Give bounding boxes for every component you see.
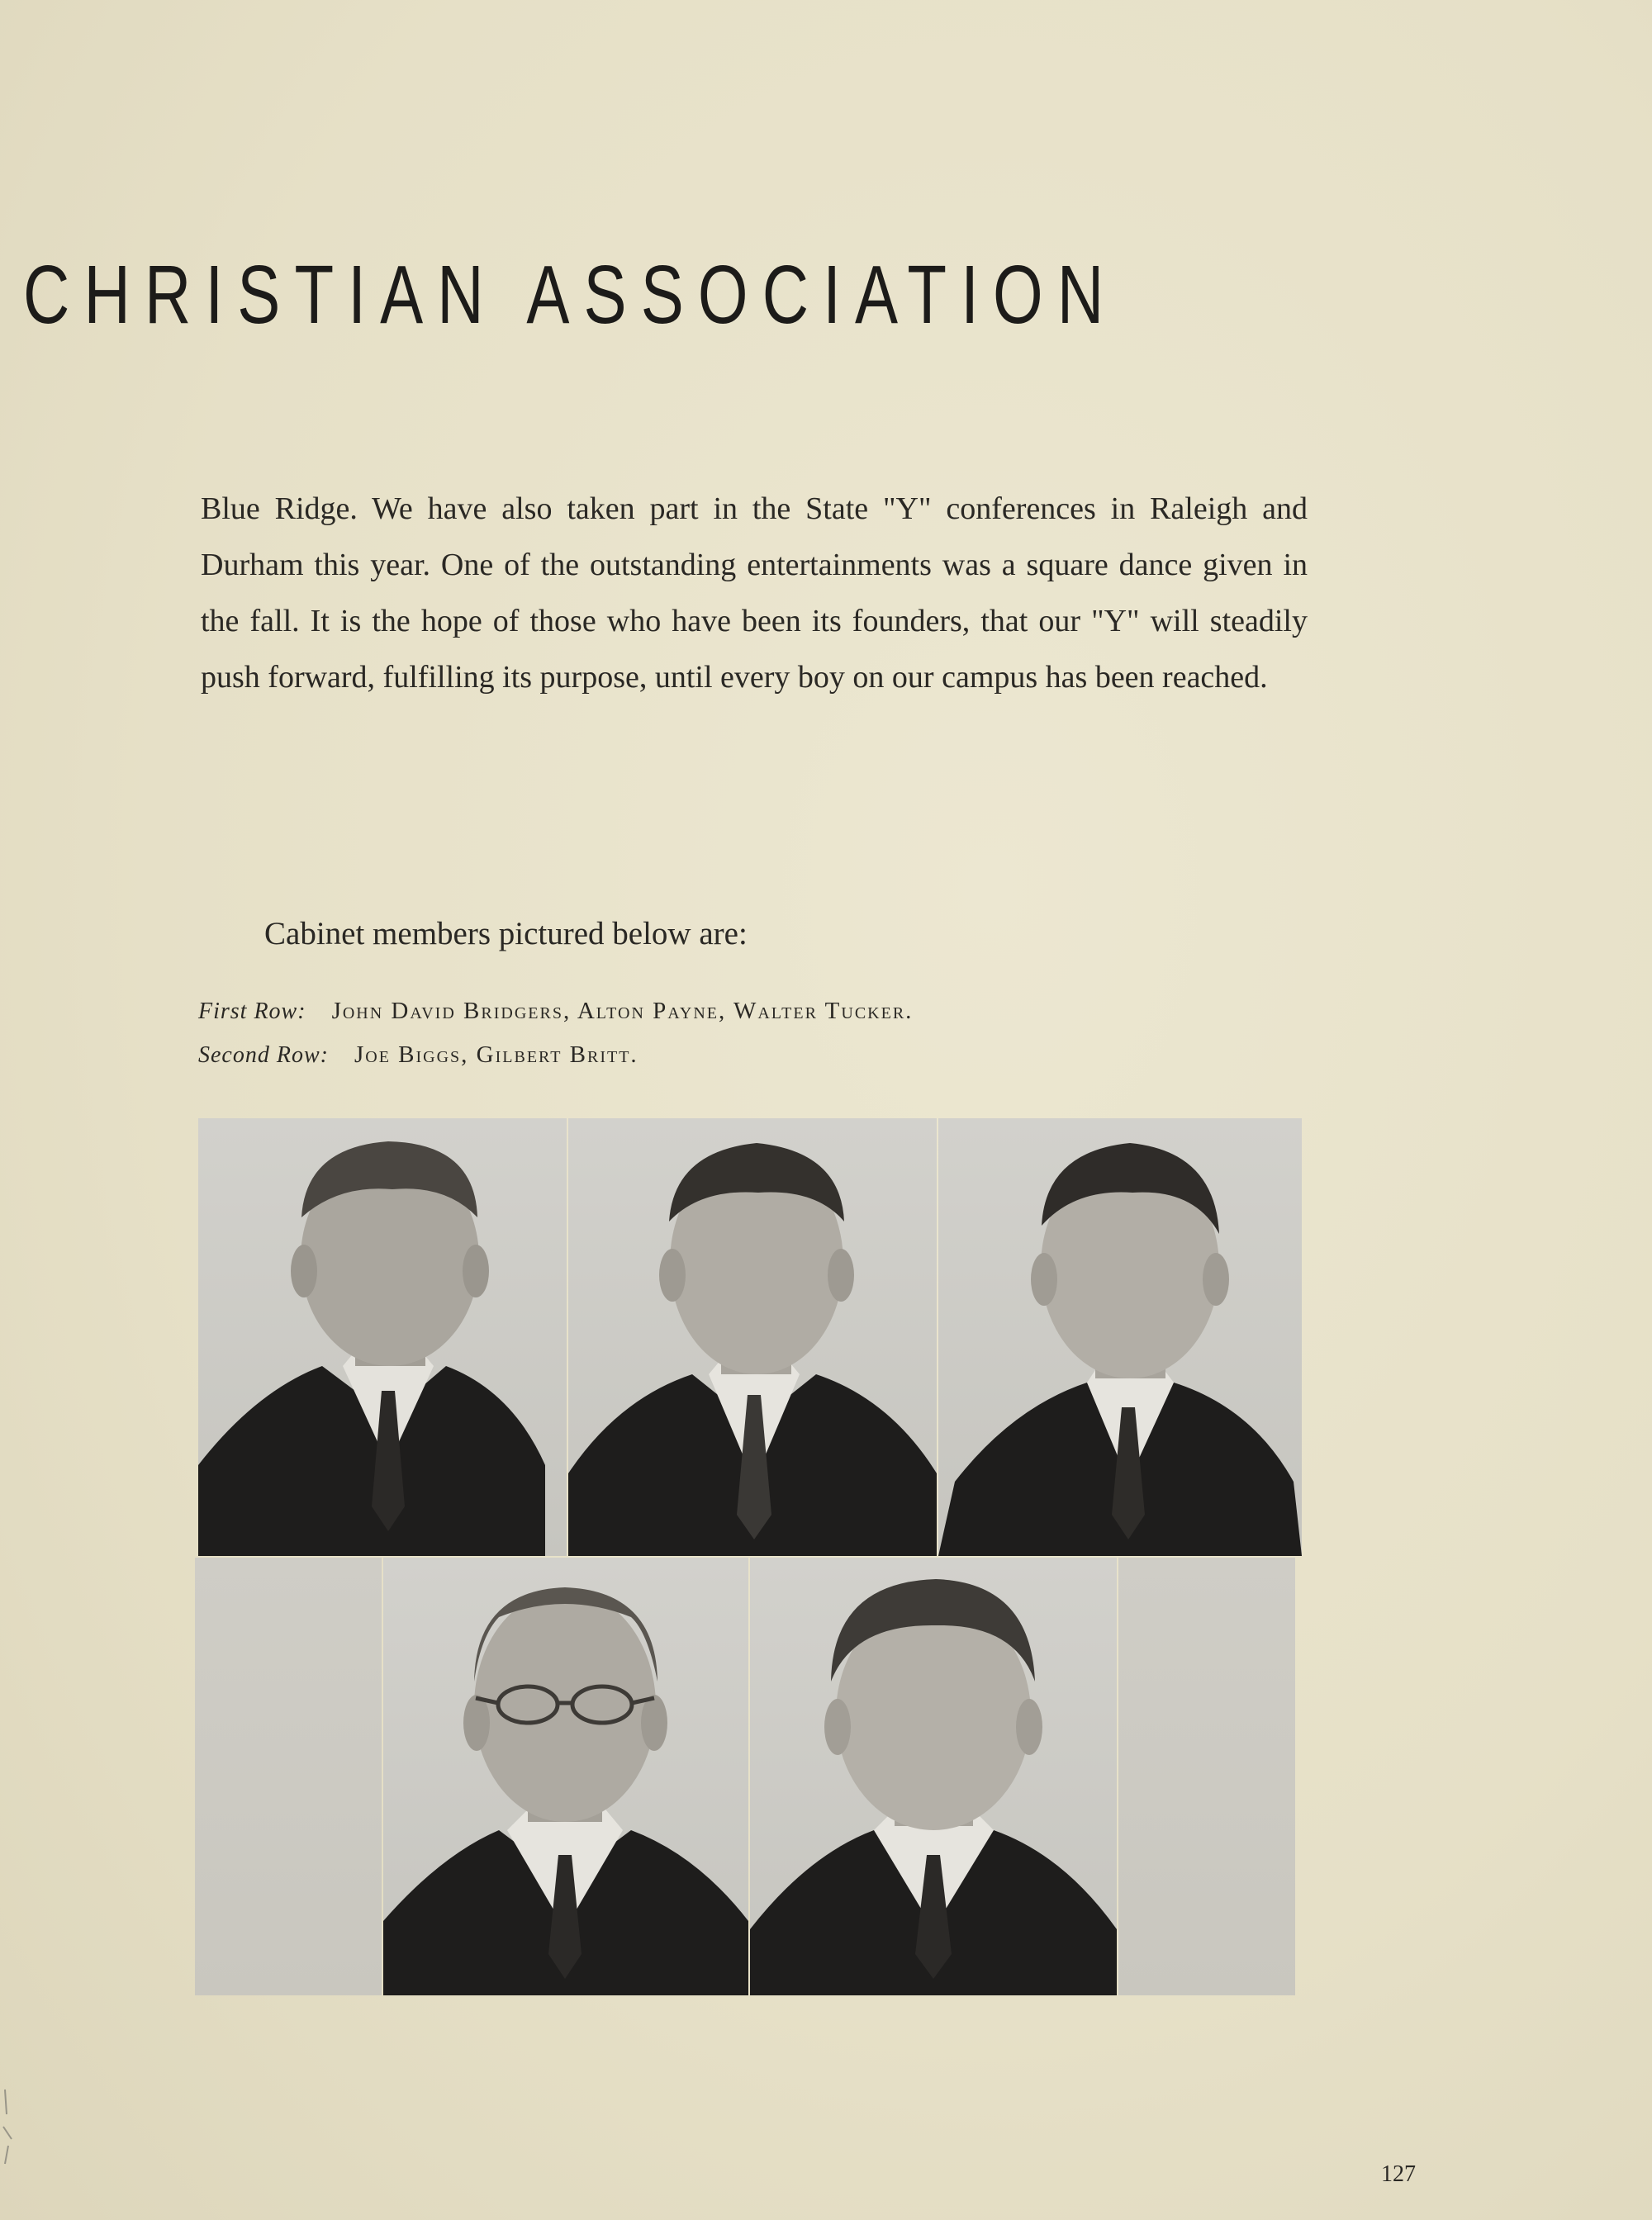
portrait-photo [198, 1118, 567, 1556]
first-row-caption [198, 998, 913, 1025]
second-row-caption [198, 1041, 638, 1069]
second-row-names: Joe Biggs, Gilbert Britt. [354, 1041, 638, 1068]
cabinet-intro: Cabinet members pictured below are: [264, 916, 748, 951]
edge-scratch-mark [0, 2081, 15, 2172]
body-paragraph: Blue Ridge. We have also taken part in the State "Y" conferences in Raleigh and Durham this year. One of the outstanding entertainments was a square dance given in the fall. It is the hope of those who have been its founders, that our "Y" will steadily push forward, fulfilling its purpose, until every boy on our campus has been reached. [201, 491, 1308, 695]
portrait-photo [938, 1118, 1302, 1556]
first-row-names: John David Bridgers, Alton Payne, Walter Tucker. [331, 998, 914, 1024]
blank-photo-panel [1118, 1558, 1295, 1995]
portrait-illustration [568, 1118, 937, 1556]
first-row-label: First Row: [198, 999, 306, 1024]
portrait-illustration [383, 1558, 748, 1995]
page-title: CHRISTIAN ASSOCIATION [23, 249, 1118, 341]
blank-photo-panel [195, 1558, 382, 1995]
portrait-illustration [198, 1118, 567, 1556]
portrait-illustration [938, 1118, 1302, 1556]
portrait-photo [750, 1558, 1117, 1995]
portrait-photo [383, 1558, 748, 1995]
second-row-label: Second Row: [198, 1042, 329, 1068]
portrait-photo [568, 1118, 937, 1556]
page-number: 127 [1381, 2161, 1416, 2187]
portrait-illustration [750, 1558, 1117, 1995]
